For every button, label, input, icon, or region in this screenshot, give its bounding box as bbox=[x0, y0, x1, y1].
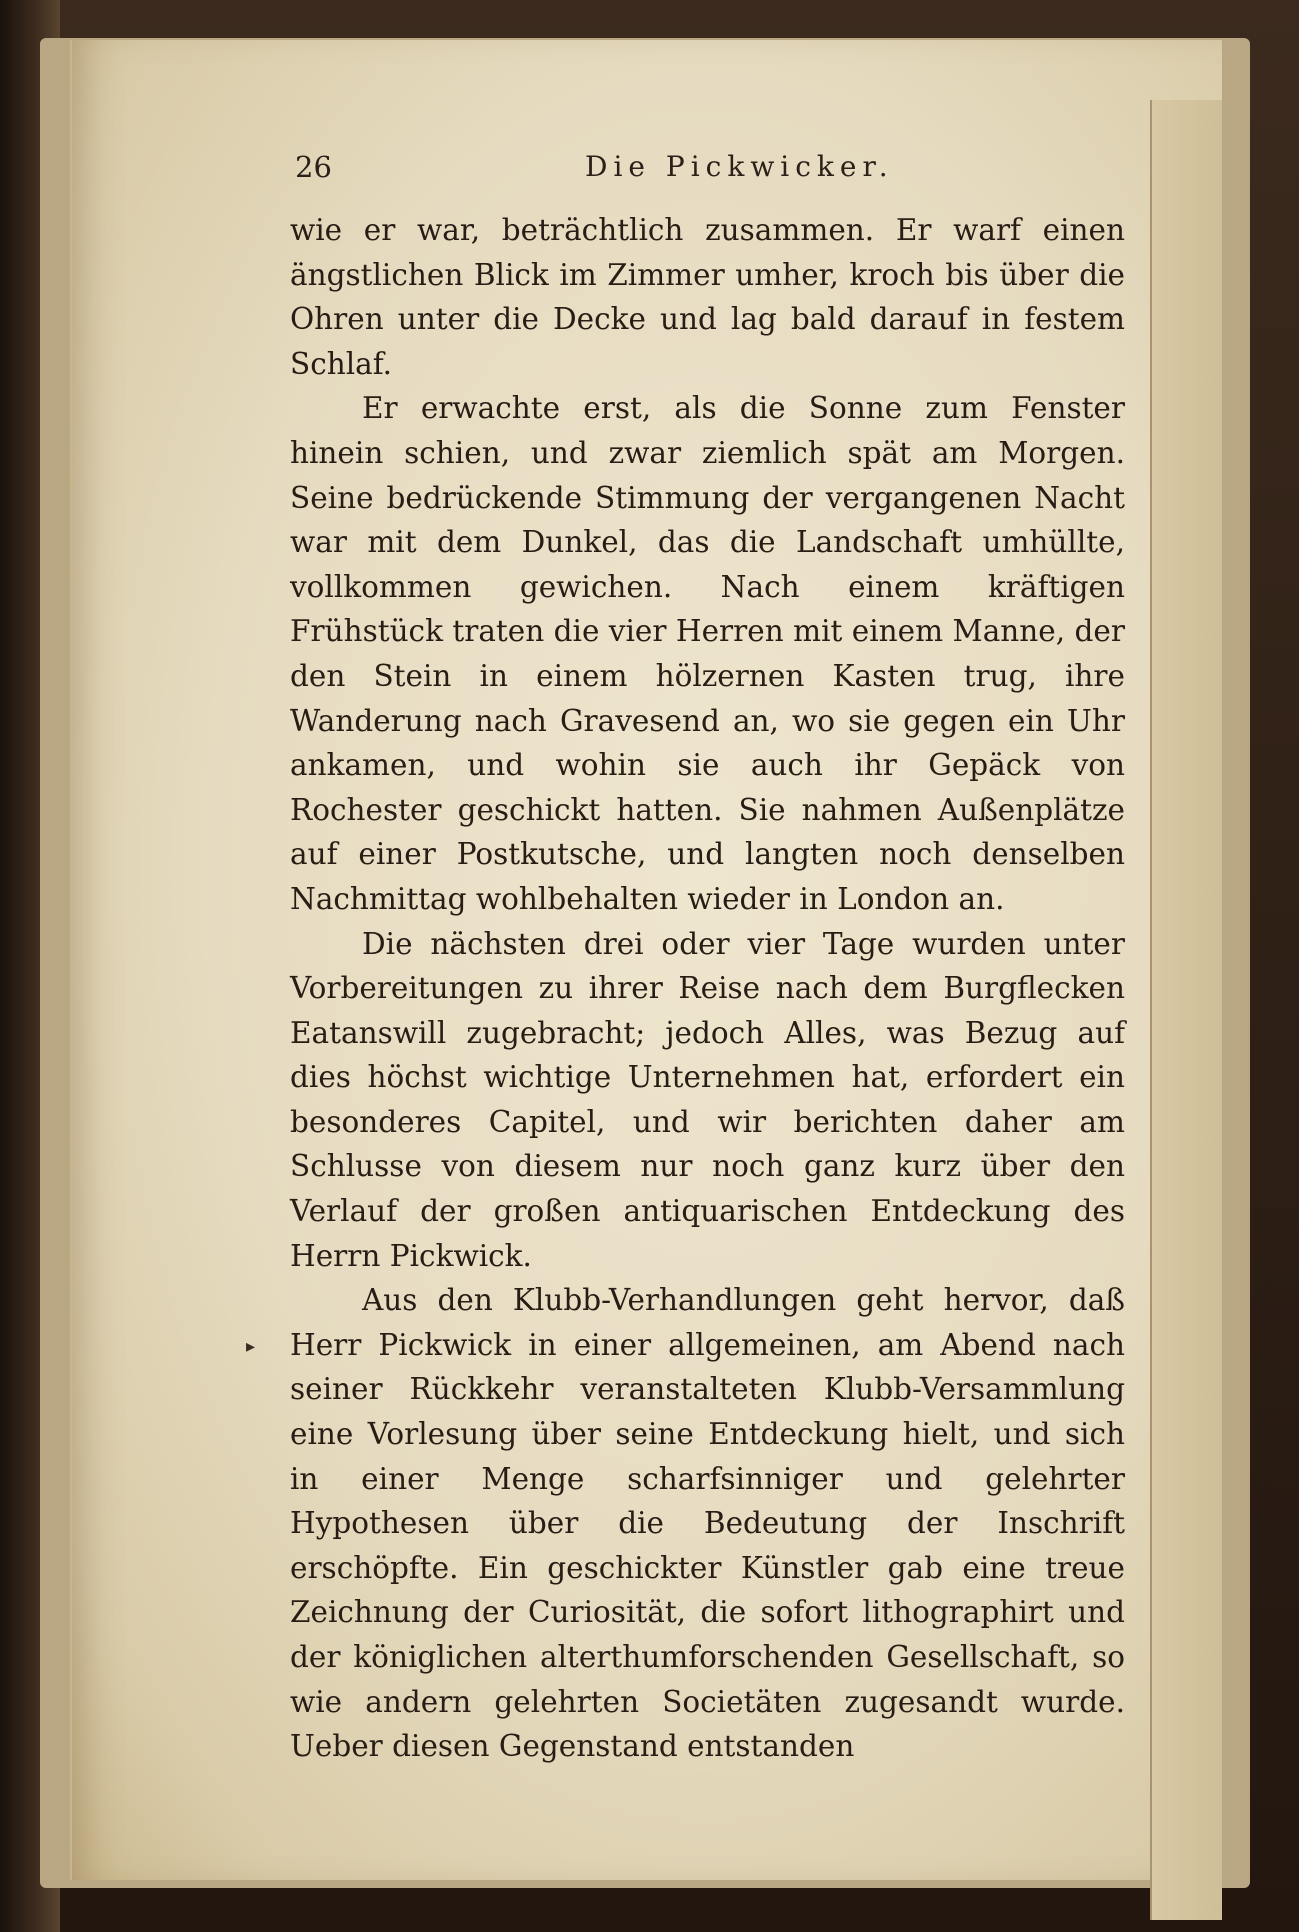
paragraph-4: Aus den Klubb-Verhandlungen geht hervor, daß Herr Pickwick in einer allgemeinen, am Abend nach seiner Rückkehr veranstalteten Klubb-Versammlung eine Vorlesung über seine Entdeckung hielt, und sich in einer Menge scharfsinniger und gelehrter Hypothesen über die Bedeutung der Inschrift erschöpfte. Ein geschickter Künstler gab eine treue Zeichnung der Curiosität, die sofort lithographirt und der königlichen alterthumforschenden Gesellschaft, so wie andern gelehrten Societäten zugesandt wurde. Ueber diesen Gegenstand entstanden bbox=[290, 1283, 1125, 1764]
paragraph-3: Die nächsten drei oder vier Tage wurden unter Vorbereitungen zu ihrer Reise nach dem Burgflecken Eatanswill zugebracht; jedoch Alles, was Bezug auf dies höchst wichtige Unternehmen hat, erfordert ein besonderes Capitel, und wir berichten daher am Schlusse von diesem nur noch ganz kurz über den Verlauf der großen antiquarischen Entdeckung des Herrn Pickwick. bbox=[290, 926, 1125, 1273]
page-header bbox=[295, 150, 1115, 190]
running-title: Die Pickwicker. bbox=[585, 150, 894, 183]
paragraph-1: wie er war, beträchtlich zusammen. Er warf einen ängstlichen Blick im Zimmer umher, kroch bis über die Ohren unter die Decke und lag bald darauf in festem Schlaf. bbox=[290, 213, 1125, 381]
margin-mark-icon: ▸ bbox=[246, 1336, 256, 1357]
paragraph-2: Er erwachte erst, als die Sonne zum Fenster hinein schien, und zwar ziemlich spät am Morgen. Seine bedrückende Stimmung der vergangenen Nacht war mit dem Dunkel, das die Landschaft umhüllte, vollkommen gewichen. Nach einem kräftigen Frühstück traten die vier Herren mit einem Manne, der den Stein in einem hölzernen Kasten trug, ihre Wanderung nach Gravesend an, wo sie gegen ein Uhr ankamen, und wohin sie auch ihr Gepäck von Rochester geschickt hatten. Sie nahmen Außenplätze auf einer Postkutsche, und langten noch denselben Nachmittag wohlbehalten wieder in London an. bbox=[290, 391, 1125, 916]
facing-page-edge bbox=[1150, 100, 1222, 1920]
page-number: 26 bbox=[295, 150, 332, 184]
body-text bbox=[290, 208, 1125, 1769]
